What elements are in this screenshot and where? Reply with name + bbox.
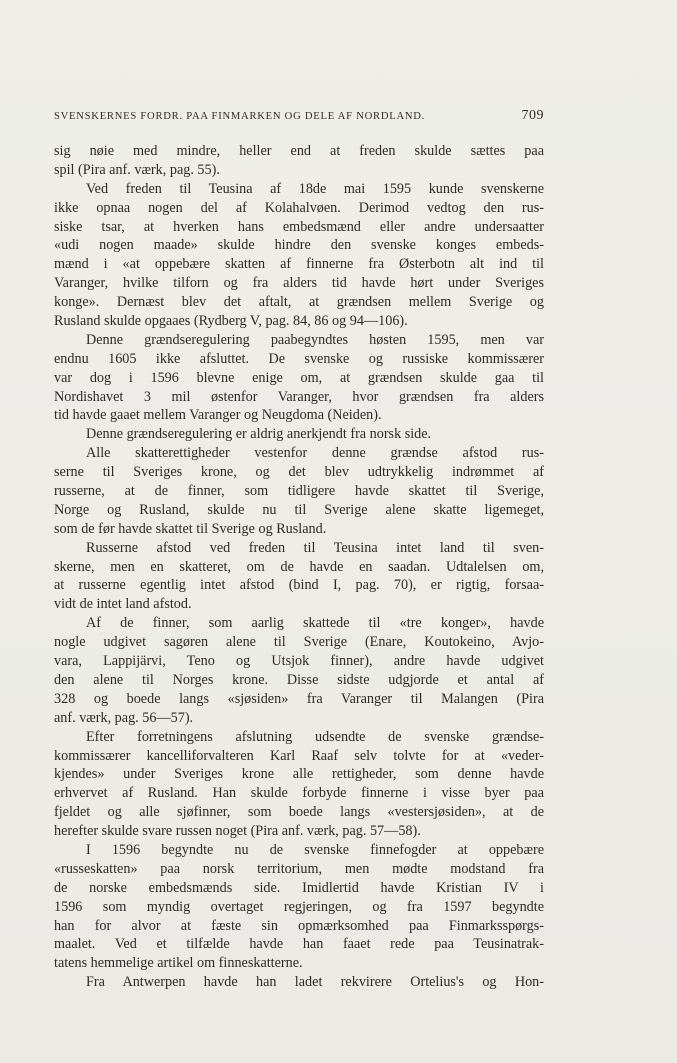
text-line: Ved freden til Teusina af 18de mai 1595 kunde svenskerne — [86, 180, 544, 197]
text-line: han for alvor at fæste sin opmærksomhed paa Finmarksspørgs- — [54, 917, 544, 934]
text-line: siske tsar, at hverken hans embedsmænd eller andre undersaatter — [54, 218, 544, 235]
text-line: erhvervet af Rusland. Han skulde forbyde finnerne i visse byer paa — [54, 785, 544, 802]
body-text — [54, 142, 544, 992]
text-line: anf. værk, pag. 56—57). — [54, 709, 194, 726]
text-line: konge». Dernæst blev det aftalt, at grændsen mellem Sverige og — [54, 294, 544, 311]
text-line: Nordishavet 3 mil østenfor Varanger, hvor grændsen fra alders — [54, 388, 544, 405]
text-line: spil (Pira anf. værk, pag. 55). — [54, 161, 220, 178]
text-line: Rusland skulde opgaaes (Rydberg V, pag. 84, 86 og 94—106). — [54, 313, 408, 330]
text-line: Fra Antwerpen havde han ladet rekvirere Ortelius's og Hon- — [86, 974, 544, 991]
text-line: som de før havde skattet til Sverige og Rusland. — [54, 520, 327, 537]
page-header — [54, 108, 544, 128]
text-line: Russerne afstod ved freden til Teusina intet land til sven- — [86, 539, 544, 556]
text-line: Denne grændseregulering er aldrig anerkjendt fra norsk side. — [86, 426, 432, 443]
text-line: ikke opnaa nogen del af Kolahalvøen. Derimod vedtog den rus- — [54, 199, 544, 216]
text-line: kjendes» under Sveriges krone alle rettigheder, som denne havde — [54, 766, 544, 783]
text-line: I 1596 begyndte nu de svenske finnefogder at oppebære — [86, 841, 544, 858]
text-line: Af de finner, som aarlig skattede til «tre konger», havde — [86, 615, 544, 632]
text-line: serne til Sveriges krone, og det blev udtrykkelig indrømmet af — [54, 464, 544, 481]
text-line: den alene til Norges krone. Disse sidste udgjorde et antal af — [54, 671, 544, 688]
text-line: nogle udgivet sagøren alene til Sverige (Enare, Koutokeino, Avjo- — [54, 634, 544, 651]
text-line: 1596 som myndig overtaget regjeringen, og fra 1597 begyndte — [54, 898, 544, 915]
text-line: «udi nogen maade» skulde hindre den svenske konges embeds- — [54, 237, 544, 254]
text-line: endnu 1605 ikke afsluttet. De svenske og russiske kommissærer — [54, 350, 544, 367]
text-line: maalet. Ved et tilfælde havde han faaet rede paa Teusinatrak- — [54, 936, 544, 953]
text-line: herefter skulde svare russen noget (Pira anf. værk, pag. 57—58). — [54, 823, 421, 840]
text-line: Denne grændseregulering paabegyndtes høsten 1595, men var — [86, 331, 544, 348]
text-line: Efter forretningens afslutning udsendte de svenske grændse- — [86, 728, 544, 745]
text-line: 328 og boede langs «sjøsiden» fra Varanger til Malangen (Pira — [54, 690, 544, 707]
text-line: sig nøie med mindre, heller end at freden skulde sættes paa — [54, 143, 544, 159]
page-number: 709 — [521, 108, 544, 123]
text-line: de norske embedsmænds side. Imidlertid havde Kristian IV i — [54, 879, 544, 896]
text-line: at russerne egentlig intet afstod (bind I, pag. 70), er rigtig, forsaa- — [54, 577, 544, 594]
text-line: kommissærer kancelliforvalteren Karl Raaf selv tolvte for at «veder- — [54, 747, 544, 764]
text-line: skerne, men en skatteret, om de havde en saadan. Udtalelsen om, — [54, 558, 544, 575]
text-line: «russeskatten» paa norsk territorium, men mødte modstand fra — [54, 860, 544, 877]
text-line: vara, Lappijärvi, Teno og Utsjok finner), andre havde udgivet — [54, 653, 544, 670]
text-line: russerne, at de finner, som tidligere havde skattet til Sverige, — [54, 483, 544, 500]
text-line: tatens hemmelige artikel om finneskatterne. — [54, 955, 303, 972]
text-line: mænd i «at oppebære skatten af finnerne fra Østerbotn alt ind til — [54, 256, 544, 273]
text-line: var dog i 1596 blevne enige om, at grændsen skulde gaa til — [54, 369, 544, 386]
text-line: vidt de intet land afstod. — [54, 596, 192, 613]
running-title: SVENSKERNES FORDR. PAA FINMARKEN OG DELE AF NORDLAND. — [54, 111, 426, 122]
text-line: fjeldet og alle sjøfinner, som boede langs «vestersjøsiden», at de — [54, 804, 544, 821]
text-line: Alle skatterettigheder vestenfor denne grændse afstod rus- — [86, 445, 544, 462]
text-line: Norge og Rusland, skulde nu til Sverige alene skatte ligemeget, — [54, 501, 544, 518]
text-line: Varanger, hvilke tilforn og fra alders tid havde hørt under Sveriges — [54, 275, 544, 292]
text-line: tid havde gaaet mellem Varanger og Neugdoma (Neiden). — [54, 407, 382, 424]
